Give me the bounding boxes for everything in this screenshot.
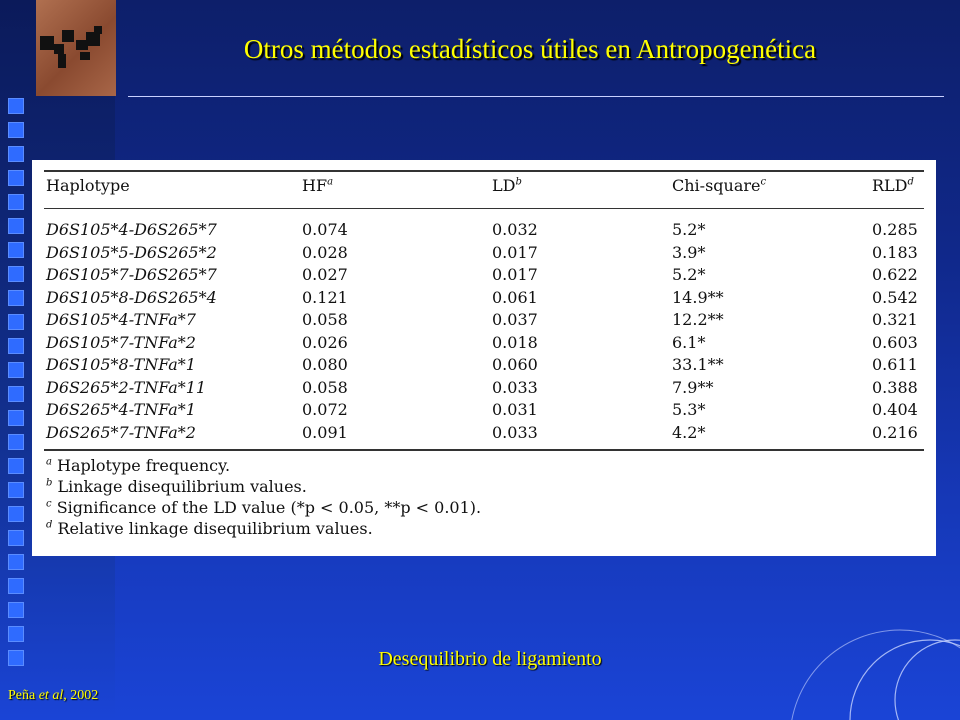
table-cell: 14.9** [672,287,724,307]
table-cell: 0.321 [872,310,918,329]
slide-caption: Desequilibrio de ligamiento [378,648,602,670]
header-label: Chi-square [672,176,761,195]
haplotype-cell: D6S265*2-TNFa*11 [46,377,207,397]
header-footnote-mark: d [907,176,914,188]
table-cell: 0.028 [302,242,348,262]
table-cell: 0.033 [492,422,538,442]
haplotype-cell: D6S105*4-TNFa*7 [46,310,196,329]
table-cell: 0.033 [492,377,538,397]
citation-etal: et al [38,688,64,703]
footnote-mark: a [46,456,52,468]
haplotype-cell: D6S105*7-TNFa*2 [46,332,196,352]
header-label: RLD [872,176,908,195]
decorative-square [8,650,24,666]
table-cell: 0.037 [492,310,538,329]
table-cell: 0.074 [302,220,348,239]
haplotype-cell: D6S105*8-TNFa*1 [46,355,196,374]
table-cell: 0.404 [872,400,918,419]
table-cell: 0.017 [492,242,538,262]
table-cell: 0.058 [302,310,348,329]
decorative-square [8,170,24,186]
header-footnote-mark: b [515,176,522,188]
table-header-3 [672,176,766,195]
decorative-square [8,242,24,258]
table-cell: 0.080 [302,355,348,374]
table-footnote [46,477,307,496]
decorative-square [8,314,24,330]
footnote-mark: d [46,519,53,531]
table-cell: 5.2* [672,220,706,239]
logo-mark-icon [36,0,116,96]
citation-author: Peña [8,688,36,703]
haplotype-cell: D6S105*5-D6S265*2 [46,242,217,262]
header-footnote-mark: a [327,176,334,188]
decorative-square [8,410,24,426]
decorative-square [8,146,24,162]
table-header-1 [302,176,333,195]
table-cell: 0.031 [492,400,538,419]
decorative-square [8,98,24,114]
decorative-circles [780,590,960,720]
decorative-square [8,290,24,306]
table-cell: 0.026 [302,332,348,352]
table-cell: 7.9** [672,377,714,397]
decorative-square [8,554,24,570]
table-footnote [46,498,481,517]
haplotype-table [32,160,936,556]
table-cell: 0.027 [302,265,348,284]
decorative-square [8,362,24,378]
university-logo [36,0,116,96]
table-cell: 0.183 [872,242,918,262]
table-bottom-rule [44,449,924,451]
decorative-square [8,122,24,138]
haplotype-cell: D6S265*7-TNFa*2 [46,422,196,442]
table-cell: 0.060 [492,355,538,374]
table-cell: 0.611 [872,355,918,374]
citation [8,688,98,704]
table-cell: 0.121 [302,287,348,307]
haplotype-cell: D6S105*7-D6S265*7 [46,265,217,284]
table-cell: 0.285 [872,220,918,239]
table-cell: 0.603 [872,332,918,352]
header-footnote-mark: c [760,176,767,188]
decorative-square [8,194,24,210]
table-top-rule [44,170,924,172]
haplotype-cell: D6S105*4-D6S265*7 [46,220,217,239]
haplotype-cell: D6S105*8-D6S265*4 [46,287,217,307]
decorative-square [8,626,24,642]
table-footnote [46,519,373,538]
slide-title: Otros métodos estadísticos útiles en Antropogenética [243,34,817,64]
table-header-4 [872,176,914,195]
table-header-2 [492,176,522,195]
table-cell: 0.017 [492,265,538,284]
citation-year: , 2002 [63,688,99,703]
footnote-text: Relative linkage disequilibrium values. [52,519,373,538]
haplotype-cell: D6S265*4-TNFa*1 [46,400,196,419]
footnote-text: Significance of the LD value (*p < 0.05, **p < 0.01). [51,498,482,517]
decorative-square [8,602,24,618]
header-label: LD [492,176,516,195]
header-label: Haplotype [46,176,130,195]
table-cell: 3.9* [672,242,706,262]
table-cell: 5.2* [672,265,706,284]
table-cell: 5.3* [672,400,706,419]
table-cell: 12.2** [672,310,724,329]
table-header-0 [46,176,130,195]
decorative-square [8,218,24,234]
footnote-mark: c [46,498,52,510]
decorative-square [8,482,24,498]
table-cell: 0.058 [302,377,348,397]
header-label: HF [302,176,328,195]
table-cell: 0.032 [492,220,538,239]
decorative-square [8,338,24,354]
table-cell: 0.061 [492,287,538,307]
table-cell: 0.542 [872,287,918,307]
table-cell: 0.091 [302,422,348,442]
table-cell: 0.018 [492,332,538,352]
table-header-rule [44,208,924,209]
decorative-square [8,530,24,546]
title-divider [128,96,944,97]
table-cell: 33.1** [672,355,724,374]
decorative-square [8,578,24,594]
decorative-square-column [8,98,24,674]
table-cell: 4.2* [672,422,706,442]
decorative-square [8,458,24,474]
decorative-square [8,506,24,522]
table-cell: 0.072 [302,400,348,419]
table-cell: 0.622 [872,265,918,284]
footnote-mark: b [46,477,53,489]
footnote-text: Haplotype frequency. [51,456,231,475]
table-cell: 6.1* [672,332,706,352]
table-cell: 0.388 [872,377,918,397]
table-footnote [46,456,230,475]
decorative-square [8,386,24,402]
footnote-text: Linkage disequilibrium values. [52,477,307,496]
table-cell: 0.216 [872,422,918,442]
decorative-square [8,434,24,450]
decorative-square [8,266,24,282]
